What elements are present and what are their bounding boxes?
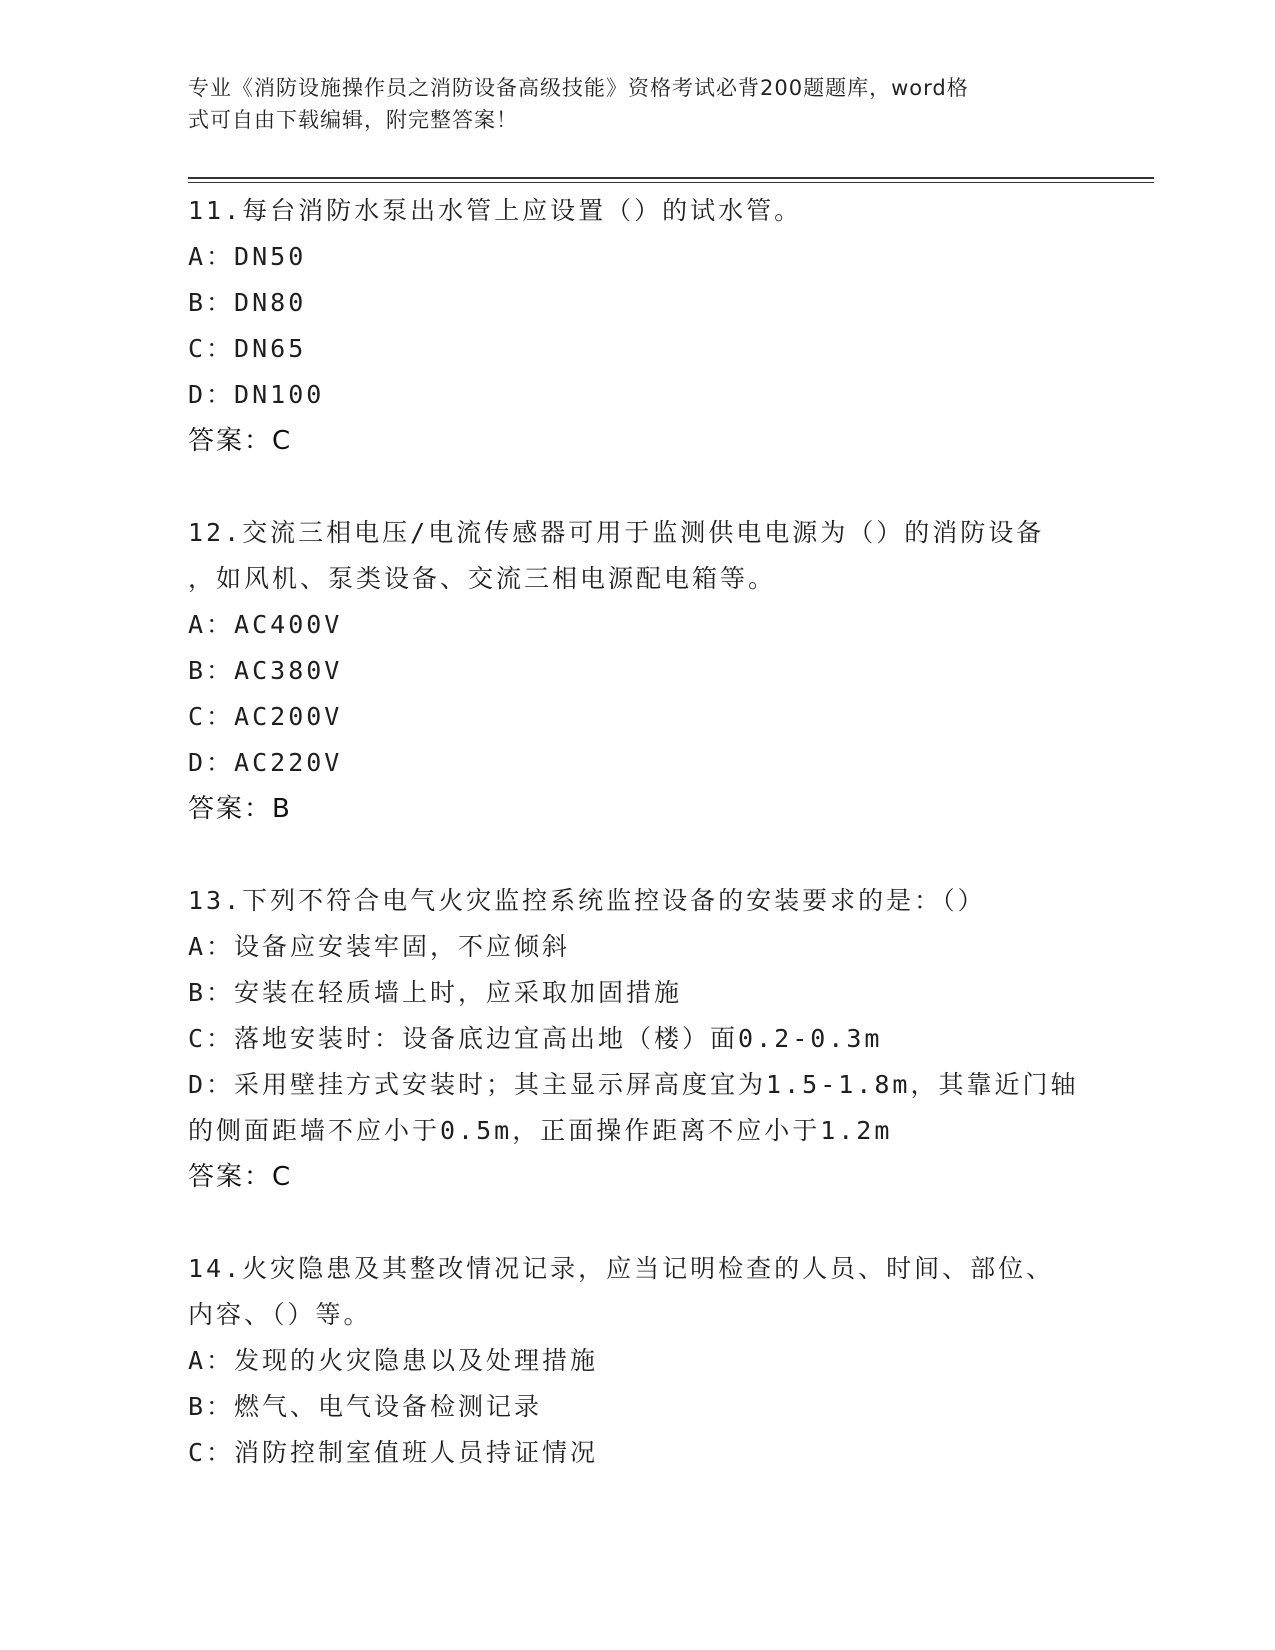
answer-line: 答案：B (188, 794, 292, 824)
question-stem-continued: ，如风机、泵类设备、交流三相电源配电箱等。 (188, 564, 777, 593)
header-line-2: 式可自由下载编辑，附完整答案！ (188, 108, 518, 132)
question-12 (188, 510, 1088, 832)
answer-line: 答案：C (188, 1162, 293, 1192)
spacer (188, 832, 1088, 878)
option-c: C：落地安装时：设备底边宜高出地（楼）面0.2-0.3m (188, 1024, 883, 1053)
question-stem: 12.交流三相电压/电流传感器可用于监测供电电源为（）的消防设备 (188, 518, 1045, 547)
question-stem-continued: 内容、（）等。 (188, 1300, 372, 1329)
question-11 (188, 188, 1088, 464)
option-b: B：AC380V (188, 656, 343, 685)
option-c: C：消防控制室值班人员持证情况 (188, 1438, 599, 1467)
option-b: B：燃气、电气设备检测记录 (188, 1392, 543, 1421)
option-a: A：设备应安装牢固，不应倾斜 (188, 932, 571, 961)
question-stem: 13.下列不符合电气火灾监控系统监控设备的安装要求的是：（） (188, 886, 986, 915)
option-b: B：安装在轻质墙上时，应采取加固措施 (188, 978, 683, 1007)
option-a: A：发现的火灾隐患以及处理措施 (188, 1346, 599, 1375)
header-line-1: 专业《消防设施操作员之消防设备高级技能》资格考试必背200题题库，word格 (188, 76, 969, 100)
question-stem: 14.火灾隐患及其整改情况记录，应当记明检查的人员、时间、部位、 (188, 1254, 1055, 1283)
option-d-continued: 的侧面距墙不应小于0.5m，正面操作距离不应小于1.2m (188, 1116, 893, 1145)
option-a: A：DN50 (188, 242, 307, 271)
option-a: A：AC400V (188, 610, 343, 639)
answer-line: 答案：C (188, 426, 293, 456)
option-d: D：DN100 (188, 380, 325, 409)
option-b: B：DN80 (188, 288, 307, 317)
option-d: D：AC220V (188, 748, 343, 777)
option-c: C：AC200V (188, 702, 343, 731)
question-13 (188, 878, 1088, 1200)
header-divider-thin (188, 182, 1154, 183)
option-d: D：采用壁挂方式安装时；其主显示屏高度宜为1.5-1.8m，其靠近门轴 (188, 1070, 1079, 1099)
header-divider-thick (188, 177, 1154, 179)
document-header (188, 72, 1068, 136)
question-stem: 11.每台消防水泵出水管上应设置（）的试水管。 (188, 196, 803, 225)
spacer (188, 464, 1088, 510)
question-14 (188, 1246, 1088, 1476)
option-c: C：DN65 (188, 334, 307, 363)
question-list (188, 188, 1088, 1476)
spacer (188, 1200, 1088, 1246)
